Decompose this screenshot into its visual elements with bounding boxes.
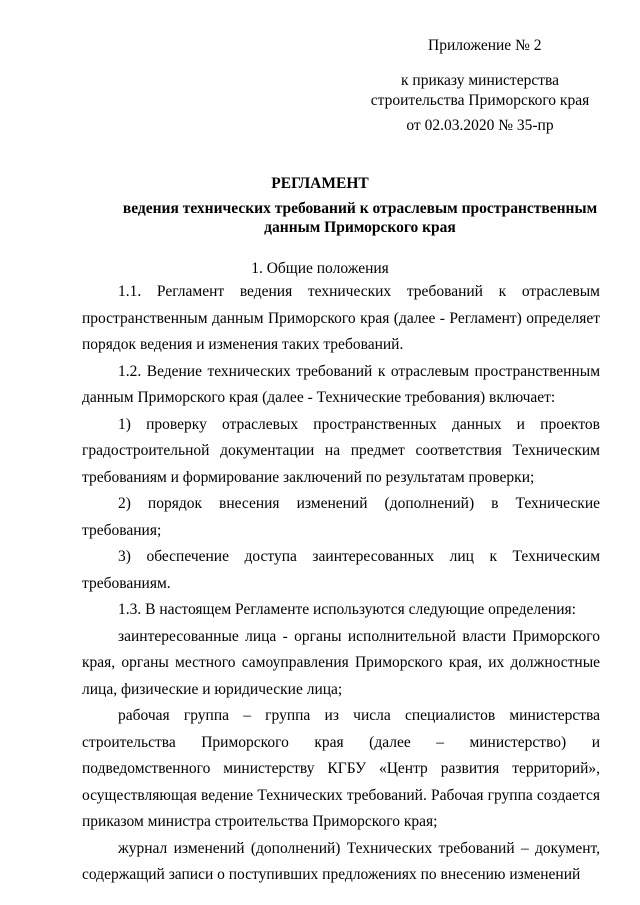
paragraph: заинтересованные лица - органы исполнительной власти Приморского края, органы местного самоуправления Приморского края, их должностные лица, физические и юридические лица;: [82, 627, 600, 698]
annex-number: Приложение № 2: [428, 37, 542, 54]
paragraph: 1.1. Регламент ведения технических требований к отраслевым пространственным данным Приморского края (далее - Регламент) определяет порядок ведения и изменения таких требований.: [82, 283, 600, 353]
paragraph: 1.2. Ведение технических требований к отраслевым пространственным данным Приморского края (далее - Технические требования) включает:: [82, 362, 600, 406]
paragraph: 2) порядок внесения изменений (дополнений) в Технические требования;: [82, 495, 600, 539]
paragraph: 1) проверку отраслевых пространственных данных и проектов градостроительной документации на предмет соответствия Техническим требованиям и формирование заключений по результатам проверки;: [82, 415, 600, 486]
document-subtitle-line1: ведения технических требований к отраслевым пространственным: [122, 200, 598, 217]
ministry-name: строительства Приморского края: [370, 92, 590, 109]
order-reference: к приказу министерства: [401, 72, 559, 89]
document-title: РЕГЛАМЕНТ: [271, 175, 369, 192]
paragraph: 3) обеспечение доступа заинтересованных лиц к Техническим требованиям.: [82, 548, 600, 592]
paragraph: 1.3. В настоящем Регламенте используются следующие определения:: [118, 601, 576, 618]
paragraph: рабочая группа – группа из числа специалистов министерства строительства Приморского края (далее – министерство) и подведомственного министерству КГБУ «Центр развития территорий», осуществляющая ведение Технических требований. Рабочая группа создается приказом министра строительства Приморского края;: [82, 707, 600, 830]
document-subtitle-line2: данным Приморского края: [264, 219, 456, 236]
paragraph: журнал изменений (дополнений) Технических требований – документ, содержащий записи о поступивших предложениях по внесению изменений: [82, 839, 600, 883]
order-date: от 02.03.2020 № 35-пр: [406, 117, 554, 134]
document-body: [82, 279, 600, 889]
section-heading: 1. Общие положения: [251, 260, 389, 277]
